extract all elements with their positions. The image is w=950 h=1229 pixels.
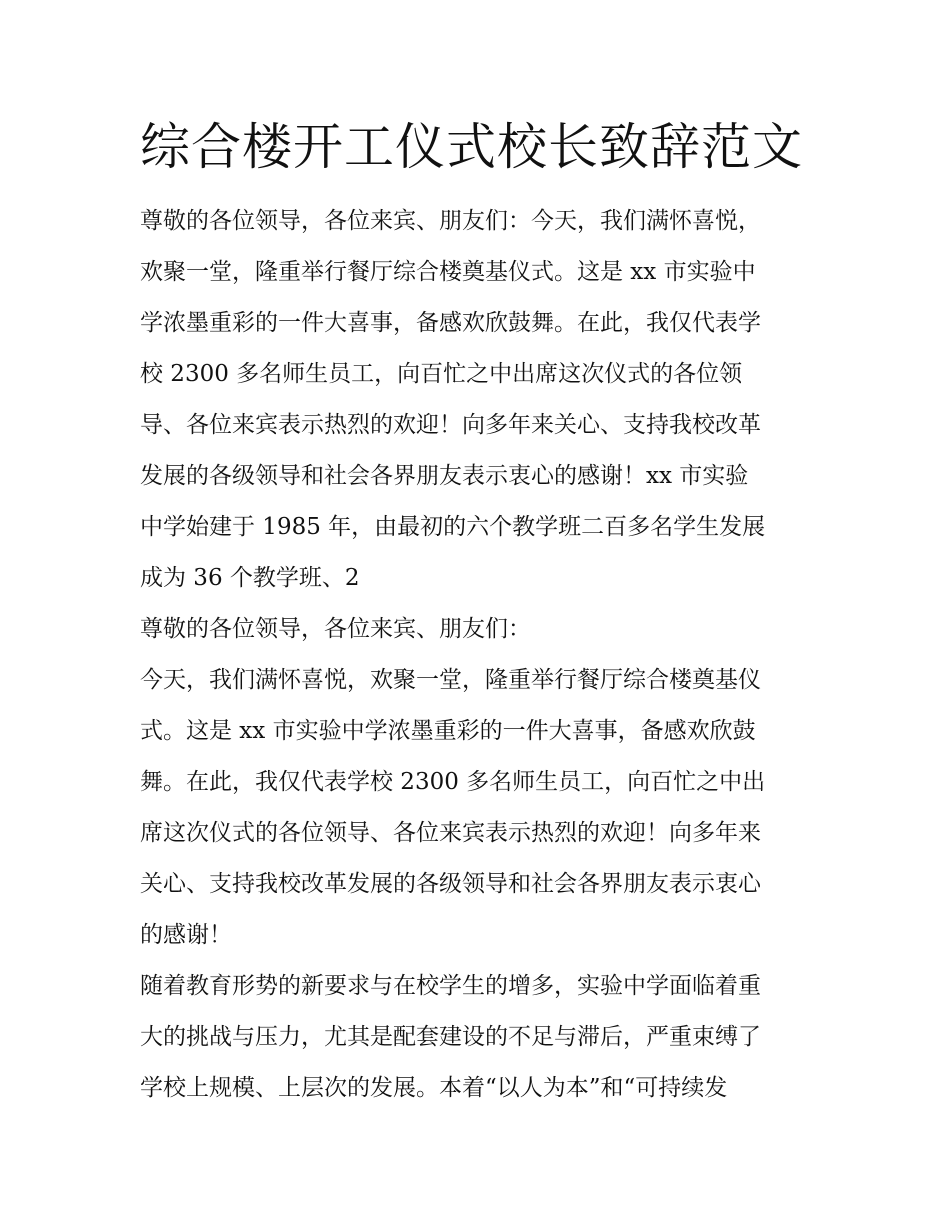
text-line: 发展的各级领导和社会各界朋友表示衷心的感谢！xx 市实验 bbox=[140, 463, 749, 489]
text-line: 成为 36 个教学班、2 bbox=[140, 565, 360, 591]
text-line: 随着教育形势的新要求与在校学生的增多，实验中学面临着重 bbox=[140, 973, 761, 999]
text-line: 尊敬的各位领导，各位来宾、朋友们：今天，我们满怀喜悦， bbox=[140, 208, 761, 234]
text-line: 舞。在此，我仅代表学校 2300 多名师生员工，向百忙之中出 bbox=[140, 769, 766, 795]
text-line: 今天，我们满怀喜悦，欢聚一堂，隆重举行餐厅综合楼奠基仪 bbox=[140, 667, 761, 693]
text-line: 尊敬的各位领导，各位来宾、朋友们： bbox=[140, 616, 531, 642]
text-line: 欢聚一堂，隆重举行餐厅综合楼奠基仪式。这是 xx 市实验中 bbox=[140, 259, 756, 285]
text-line: 中学始建于 1985 年，由最初的六个教学班二百多名学生发展 bbox=[140, 514, 766, 540]
text-line: 关心、支持我校改革发展的各级领导和社会各界朋友表示衷心 bbox=[140, 871, 761, 897]
text-line: 导、各位来宾表示热烈的欢迎！向多年来关心、支持我校改革 bbox=[140, 412, 761, 438]
text-line: 的感谢！ bbox=[140, 922, 232, 948]
text-line: 学浓墨重彩的一件大喜事，备感欢欣鼓舞。在此，我仅代表学 bbox=[140, 310, 761, 336]
text-line: 大的挑战与压力，尤其是配套建设的不足与滞后，严重束缚了 bbox=[140, 1024, 761, 1050]
text-line: 校 2300 多名师生员工，向百忙之中出席这次仪式的各位领 bbox=[140, 361, 743, 387]
text-line: 式。这是 xx 市实验中学浓墨重彩的一件大喜事，备感欢欣鼓 bbox=[140, 718, 756, 744]
text-line: 席这次仪式的各位领导、各位来宾表示热烈的欢迎！向多年来 bbox=[140, 820, 761, 846]
document-title: 综合楼开工仪式校长致辞范文 bbox=[140, 118, 803, 176]
document-body bbox=[140, 196, 840, 1114]
text-line: 学校上规模、上层次的发展。本着“以人为本”和“可持续发 bbox=[140, 1075, 728, 1101]
